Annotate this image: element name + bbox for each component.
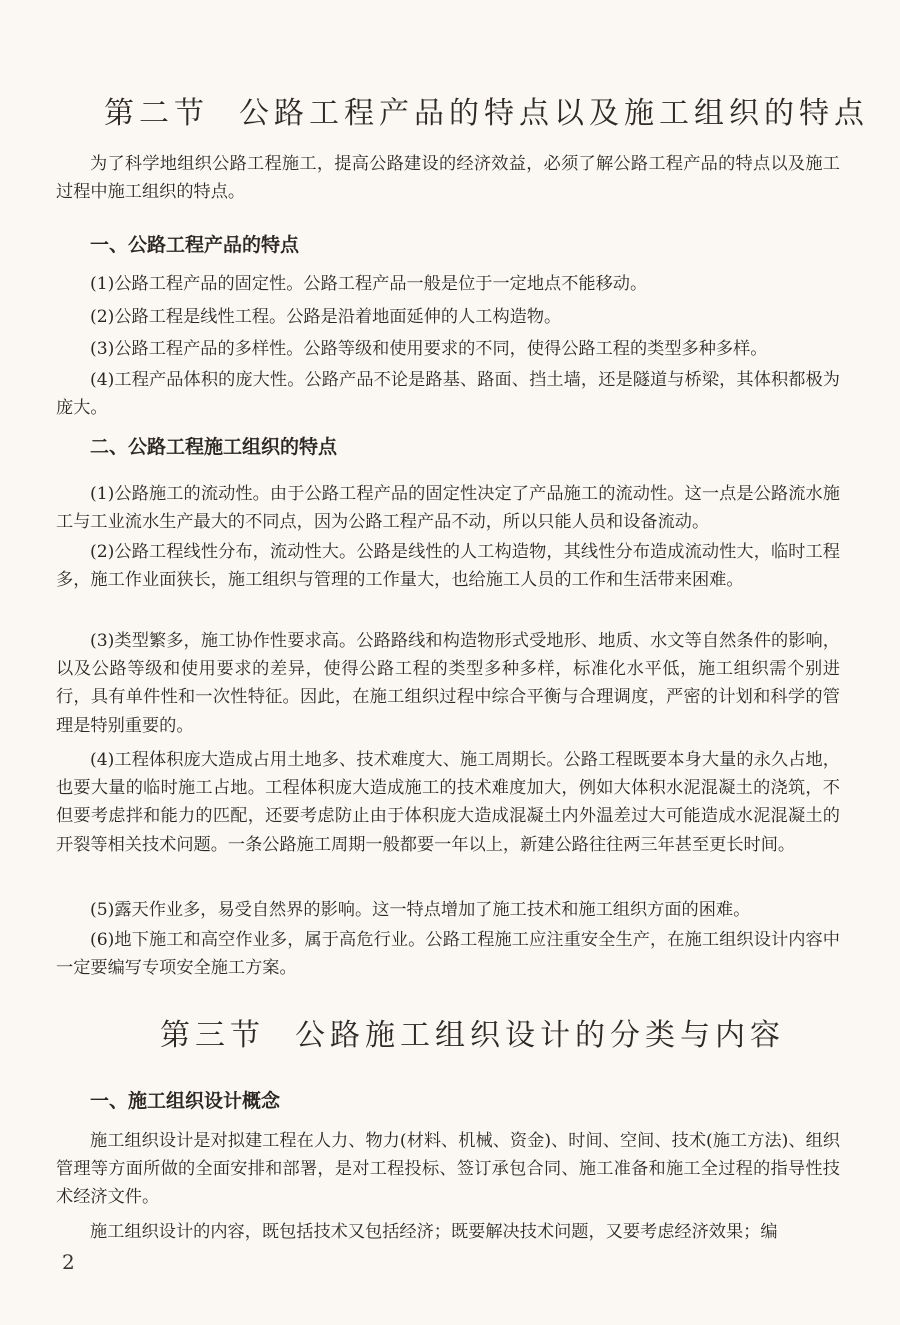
list-item: (2)公路工程是线性工程。公路是沿着地面延伸的人工构造物。	[90, 307, 562, 327]
list-item: (1)公路施工的流动性。由于公路工程产品的固定性决定了产品施工的流动性。这一点是公路流水施工与工业流水生产最大的不同点，因为公路工程产品不动，所以只能人员和设备流动。	[56, 484, 840, 533]
list-item: (6)地下施工和高空作业多，属于高危行业。公路工程施工应注重安全生产，在施工组织设计内容中一定要编写专项安全施工方案。	[56, 930, 840, 979]
list-item: (2)公路工程线性分布，流动性大。公路是线性的人工构造物，其线性分布造成流动性大，临时工程多，施工作业面狭长，施工组织与管理的工作量大，也给施工人员的工作和生活带来困难。	[56, 542, 840, 591]
section-label: 第三节	[160, 1018, 265, 1053]
intro-paragraph: 为了科学地组织公路工程施工，提高公路建设的经济效益，必须了解公路工程产品的特点以及施工过程中施工组织的特点。	[56, 154, 840, 203]
list-item: (3)类型繁多，施工协作性要求高。公路路线和构造物形式受地形、地质、水文等自然条件的影响，以及公路等级和使用要求的差异，使得公路工程的类型多种多样，标准化水平低，施工组织需个别进行，具有单件性和一次性特征。因此，在施工组织过程中综合平衡与合理调度，严密的计划和科学的管理是特别重要的。	[56, 631, 840, 736]
subheading-construction-features: 二、公路工程施工组织的特点	[90, 436, 338, 458]
subheading-product-features: 一、公路工程产品的特点	[90, 234, 300, 256]
section-label: 第二节	[104, 96, 209, 131]
page-number: 2	[62, 1250, 75, 1274]
list-item: (1)公路工程产品的固定性。公路工程产品一般是位于一定地点不能移动。	[90, 274, 648, 294]
subheading-design-concept: 一、施工组织设计概念	[90, 1090, 281, 1112]
list-item: (4)工程产品体积的庞大性。公路产品不论是路基、路面、挡土墙，还是隧道与桥梁，其体积都极为庞大。	[56, 370, 840, 419]
list-item: (4)工程体积庞大造成占用土地多、技术难度大、施工周期长。公路工程既要本身大量的永久占地，也要大量的临时施工占地。工程体积庞大造成施工的技术难度加大，例如大体积水泥混凝土的浇筑，不但要考虑拌和能力的匹配，还要考虑防止由于体积庞大造成混凝土内外温差过大可能造成水泥混凝土的开裂等相关技术问题。一条公路施工周期一般都要一年以上，新建公路往往两三年甚至更长时间。	[56, 750, 840, 855]
section-heading: 公路施工组织设计的分类与内容	[295, 1018, 785, 1053]
paragraph: 施工组织设计是对拟建工程在人力、物力(材料、机械、资金)、时间、空间、技术(施工方法)、组织管理等方面所做的全面安排和部署，是对工程投标、签订承包合同、施工准备和施工全过程的指导性技术经济文件。	[56, 1131, 840, 1208]
section-title-3	[160, 1010, 785, 1054]
list-item: (5)露天作业多，易受自然界的影响。这一特点增加了施工技术和施工组织方面的困难。	[90, 900, 751, 920]
list-item: (3)公路工程产品的多样性。公路等级和使用要求的不同，使得公路工程的类型多种多样。	[90, 339, 768, 359]
section-heading: 公路工程产品的特点以及施工组织的特点	[239, 96, 869, 131]
paragraph: 施工组织设计的内容，既包括技术又包括经济；既要解决技术问题，又要考虑经济效果；编	[90, 1222, 778, 1242]
section-title-2	[104, 88, 869, 132]
